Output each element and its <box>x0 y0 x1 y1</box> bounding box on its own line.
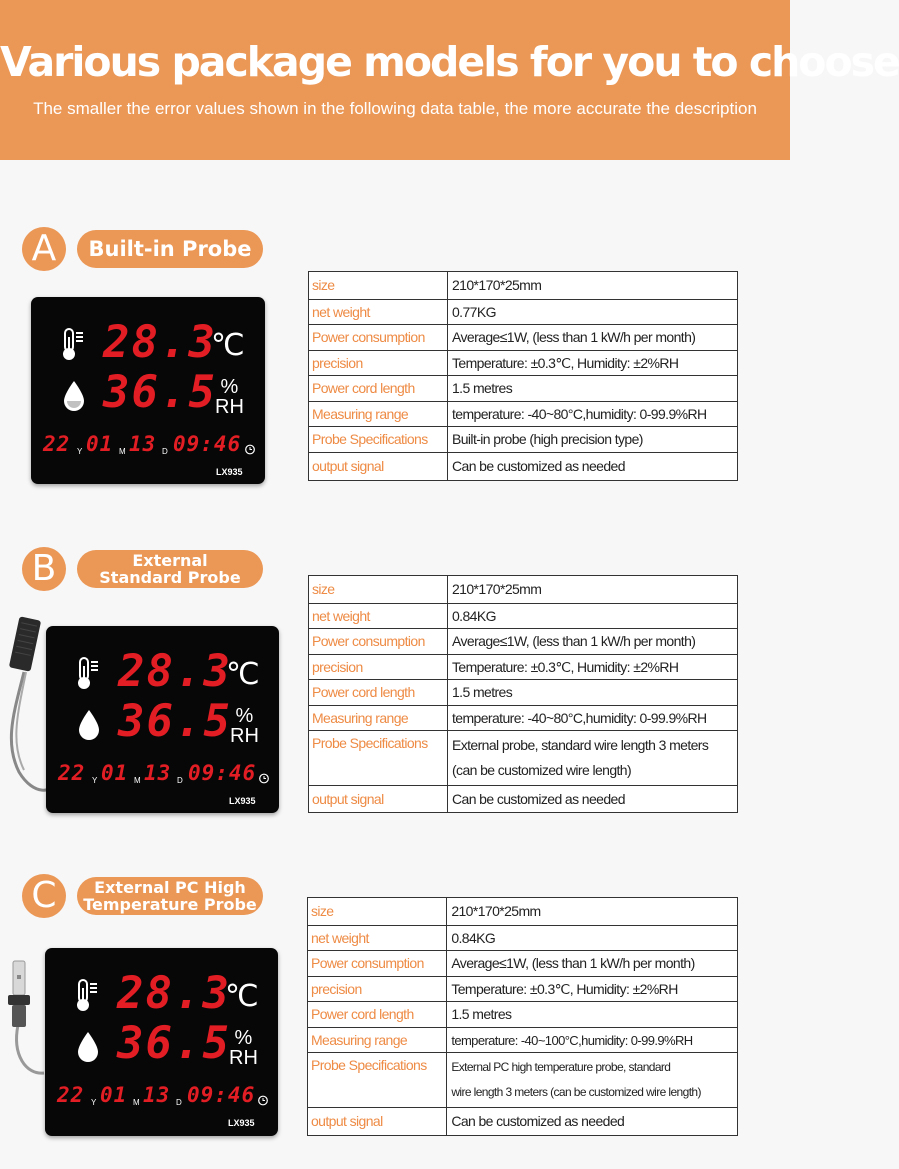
value-probe-line2: (can be customized wire length) <box>452 762 632 778</box>
model-label: LX935 <box>216 467 243 477</box>
value-power: Average≤1W, (less than 1 kW/h per month) <box>448 629 738 655</box>
day-readout: 13 <box>143 1083 171 1107</box>
table-row <box>309 427 738 453</box>
value-size: 210*170*25mm <box>448 272 738 300</box>
table-row <box>308 898 738 926</box>
time-readout: 09:46 <box>173 432 242 456</box>
label-size: size <box>309 576 448 604</box>
value-range: temperature: -40~80°C,humidity: 0-99.9%RH <box>448 706 738 731</box>
celsius-unit: ℃ <box>211 329 245 362</box>
percent-sign: % <box>220 376 239 398</box>
section-c-title <box>77 877 263 915</box>
section-a-label <box>22 229 263 269</box>
table-row <box>308 951 738 977</box>
value-output: Can be customized as needed <box>448 786 738 813</box>
label-power: Power consumption <box>309 629 448 655</box>
device-display-c <box>45 948 278 1136</box>
table-row <box>309 604 738 629</box>
value-precision: Temperature: ±0.3℃, Humidity: ±2%RH <box>448 655 738 680</box>
value-size: 210*170*25mm <box>448 576 738 604</box>
rh-label: RH <box>230 725 259 747</box>
table-row <box>308 1053 738 1108</box>
year-readout: 22 <box>57 1083 85 1107</box>
label-output: output signal <box>308 1108 447 1136</box>
label-power: Power consumption <box>309 325 448 351</box>
humidity-readout: 36.5 <box>117 1018 231 1069</box>
section-b-title-line1: External <box>132 551 208 570</box>
table-row <box>309 376 738 402</box>
time-readout: 09:46 <box>188 761 257 785</box>
rh-label: RH <box>229 1047 258 1069</box>
value-probe <box>448 731 738 786</box>
rh-label: RH <box>215 396 244 418</box>
alarm-clock-icon <box>244 443 256 455</box>
label-range: Measuring range <box>308 1028 447 1053</box>
model-label: LX935 <box>228 1118 255 1128</box>
section-b-label <box>22 549 263 589</box>
value-power: Average≤1W, (less than 1 kW/h per month) <box>447 951 738 977</box>
month-readout: 01 <box>100 1083 128 1107</box>
month-label: M <box>119 447 126 456</box>
table-row <box>309 655 738 680</box>
table-row <box>309 629 738 655</box>
thermometer-icon <box>59 327 87 361</box>
table-row <box>309 786 738 813</box>
month-label: M <box>134 776 141 785</box>
section-c-title-line1: External PC High <box>94 878 246 897</box>
value-cord: 1.5 metres <box>448 680 738 706</box>
label-size: size <box>308 898 447 926</box>
table-row <box>309 680 738 706</box>
section-c-title-line2: Temperature Probe <box>83 895 257 914</box>
label-probe: Probe Specifications <box>308 1053 447 1108</box>
section-b-title <box>77 550 263 588</box>
day-label: D <box>177 776 183 785</box>
year-readout: 22 <box>43 432 71 456</box>
day-label: D <box>162 447 168 456</box>
month-label: M <box>133 1098 140 1107</box>
value-probe-line1: External probe, standard wire length 3 meters <box>452 737 709 753</box>
label-weight: net weight <box>308 926 447 951</box>
value-output: Can be customized as needed <box>448 453 738 481</box>
humidity-unit <box>215 377 244 417</box>
label-weight: net weight <box>309 604 448 629</box>
table-row <box>309 402 738 427</box>
label-precision: precision <box>308 977 447 1002</box>
section-c-label <box>22 876 263 916</box>
celsius-unit: ℃ <box>226 658 260 691</box>
section-b-title-line2: Standard Probe <box>99 568 241 587</box>
spec-table-c <box>307 897 738 1136</box>
temperature-readout: 28.3 <box>118 646 232 697</box>
header-banner <box>0 0 899 160</box>
value-weight: 0.84KG <box>447 926 738 951</box>
day-readout: 13 <box>144 761 172 785</box>
label-probe: Probe Specifications <box>309 427 448 453</box>
section-c-badge: C <box>22 874 66 918</box>
humidity-readout: 36.5 <box>103 367 217 418</box>
value-precision: Temperature: ±0.3℃, Humidity: ±2%RH <box>447 977 738 1002</box>
table-row <box>309 325 738 351</box>
value-range: temperature: -40~100°C,humidity: 0-99.9%RH <box>447 1028 738 1053</box>
section-b-badge: B <box>22 547 66 591</box>
table-row <box>308 1108 738 1136</box>
value-range: temperature: -40~80°C,humidity: 0-99.9%RH <box>448 402 738 427</box>
label-cord: Power cord length <box>308 1002 447 1028</box>
value-precision: Temperature: ±0.3℃, Humidity: ±2%RH <box>448 351 738 376</box>
value-weight: 0.77KG <box>448 300 738 325</box>
value-power: Average≤1W, (less than 1 kW/h per month) <box>448 325 738 351</box>
table-row <box>308 977 738 1002</box>
humidity-readout: 36.5 <box>118 696 232 747</box>
droplet-icon <box>76 708 102 742</box>
section-a-badge: A <box>22 227 66 271</box>
label-range: Measuring range <box>309 402 448 427</box>
alarm-clock-icon <box>257 1094 269 1106</box>
percent-sign: % <box>235 705 254 727</box>
droplet-icon <box>75 1030 101 1064</box>
year-label: Y <box>91 1098 97 1107</box>
thermometer-icon <box>73 978 101 1012</box>
label-cord: Power cord length <box>309 376 448 402</box>
year-label: Y <box>77 447 83 456</box>
table-row <box>309 576 738 604</box>
label-power: Power consumption <box>308 951 447 977</box>
label-weight: net weight <box>309 300 448 325</box>
device-display-a <box>31 297 265 484</box>
model-label: LX935 <box>229 796 256 806</box>
table-row <box>309 731 738 786</box>
alarm-clock-icon <box>258 772 270 784</box>
value-cord: 1.5 metres <box>447 1002 738 1028</box>
value-probe-line2: wire length 3 meters (can be customized wire length) <box>451 1085 701 1099</box>
value-probe-line1: External PC high temperature probe, standard <box>451 1060 671 1074</box>
value-probe: Built-in probe (high precision type) <box>448 427 738 453</box>
value-cord: 1.5 metres <box>448 376 738 402</box>
label-output: output signal <box>309 786 448 813</box>
section-a-title: Built-in Probe <box>77 230 263 268</box>
month-readout: 01 <box>86 432 114 456</box>
table-row <box>309 351 738 376</box>
label-precision: precision <box>309 655 448 680</box>
table-row <box>308 1002 738 1028</box>
label-range: Measuring range <box>309 706 448 731</box>
spec-table-b <box>308 575 738 813</box>
table-row <box>309 453 738 481</box>
label-probe: Probe Specifications <box>309 731 448 786</box>
value-output: Can be customized as needed <box>447 1108 738 1136</box>
temperature-readout: 28.3 <box>117 968 231 1019</box>
label-precision: precision <box>309 351 448 376</box>
droplet-icon <box>61 379 87 413</box>
device-display-b <box>46 626 279 813</box>
table-row <box>309 300 738 325</box>
table-row <box>309 272 738 300</box>
table-row <box>309 706 738 731</box>
time-readout: 09:46 <box>187 1083 256 1107</box>
value-weight: 0.84KG <box>448 604 738 629</box>
celsius-unit: ℃ <box>225 980 259 1013</box>
year-readout: 22 <box>58 761 86 785</box>
table-row <box>308 926 738 951</box>
day-label: D <box>176 1098 182 1107</box>
month-readout: 01 <box>101 761 129 785</box>
label-output: output signal <box>309 453 448 481</box>
label-size: size <box>309 272 448 300</box>
label-cord: Power cord length <box>309 680 448 706</box>
value-probe <box>447 1053 738 1108</box>
day-readout: 13 <box>129 432 157 456</box>
percent-sign: % <box>234 1027 253 1049</box>
page-subtitle: The smaller the error values shown in the following data table, the more accurate the description <box>33 99 757 118</box>
humidity-unit <box>229 1028 258 1068</box>
humidity-unit <box>230 706 259 746</box>
table-row <box>308 1028 738 1053</box>
temperature-readout: 28.3 <box>103 317 217 368</box>
year-label: Y <box>92 776 98 785</box>
value-size: 210*170*25mm <box>447 898 738 926</box>
page-title: Various package models for you to choose <box>0 38 899 86</box>
spec-table-a <box>308 271 738 481</box>
thermometer-icon <box>74 656 102 690</box>
